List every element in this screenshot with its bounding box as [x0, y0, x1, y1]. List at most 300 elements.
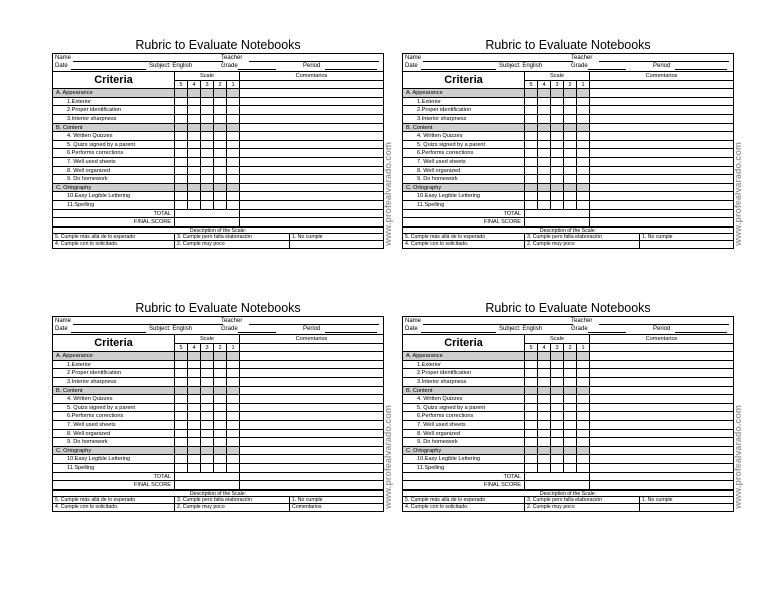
scale-cell[interactable]	[577, 464, 590, 473]
scale-cell[interactable]	[551, 464, 564, 473]
scale-cell[interactable]	[175, 167, 188, 176]
scale-cell[interactable]	[538, 455, 551, 464]
comments-cell[interactable]	[240, 473, 383, 482]
scale-cell[interactable]	[175, 98, 188, 107]
scale-cell[interactable]	[214, 132, 227, 141]
scale-cell[interactable]	[538, 395, 551, 404]
scale-cell[interactable]	[525, 141, 538, 150]
comments-cell[interactable]	[590, 464, 733, 473]
comments-cell[interactable]	[590, 378, 733, 387]
scale-cell[interactable]	[227, 158, 240, 167]
scale-cell[interactable]	[201, 167, 214, 176]
comments-cell[interactable]	[590, 455, 733, 464]
comments-cell[interactable]	[590, 438, 733, 447]
scale-cell[interactable]	[201, 378, 214, 387]
scale-cell[interactable]	[201, 455, 214, 464]
scale-cell[interactable]	[227, 201, 240, 210]
scale-cell[interactable]	[227, 430, 240, 439]
scale-cell[interactable]	[577, 455, 590, 464]
comments-cell[interactable]	[240, 455, 383, 464]
name-line[interactable]	[73, 61, 223, 62]
scale-cell[interactable]	[175, 149, 188, 158]
scale-cell[interactable]	[175, 369, 188, 378]
scale-cell[interactable]	[525, 438, 538, 447]
scale-cell[interactable]	[551, 167, 564, 176]
comments-cell[interactable]	[240, 404, 383, 413]
comments-cell[interactable]	[240, 106, 383, 115]
scale-cell[interactable]	[538, 167, 551, 176]
scale-cell[interactable]	[214, 412, 227, 421]
comments-cell[interactable]	[240, 98, 383, 107]
scale-cell[interactable]	[577, 141, 590, 150]
scale-cell[interactable]	[577, 421, 590, 430]
scale-cell[interactable]	[188, 361, 201, 370]
scale-cell[interactable]	[564, 378, 577, 387]
scale-cell[interactable]	[577, 378, 590, 387]
comments-cell[interactable]	[240, 481, 383, 490]
scale-cell[interactable]	[214, 378, 227, 387]
scale-cell[interactable]	[564, 430, 577, 439]
scale-cell[interactable]	[551, 175, 564, 184]
comments-cell[interactable]	[590, 404, 733, 413]
scale-cell[interactable]	[564, 106, 577, 115]
comments-cell[interactable]	[590, 447, 733, 456]
scale-cell[interactable]	[188, 369, 201, 378]
scale-cell[interactable]	[227, 421, 240, 430]
scale-cell[interactable]	[227, 438, 240, 447]
scale-cell[interactable]	[551, 378, 564, 387]
scale-cell[interactable]	[201, 361, 214, 370]
scale-cell[interactable]	[188, 464, 201, 473]
comments-cell[interactable]	[590, 361, 733, 370]
final-score-value[interactable]	[175, 218, 240, 227]
scale-cell[interactable]	[551, 412, 564, 421]
comments-cell[interactable]	[590, 175, 733, 184]
comments-cell[interactable]	[590, 395, 733, 404]
scale-cell[interactable]	[201, 201, 214, 210]
comments-cell[interactable]	[240, 430, 383, 439]
comments-cell[interactable]	[240, 344, 383, 353]
scale-cell[interactable]	[538, 192, 551, 201]
comments-cell[interactable]	[240, 201, 383, 210]
scale-cell[interactable]	[188, 141, 201, 150]
scale-cell[interactable]	[564, 201, 577, 210]
comments-cell[interactable]	[240, 89, 383, 98]
scale-cell[interactable]	[551, 132, 564, 141]
scale-cell[interactable]	[201, 158, 214, 167]
scale-cell[interactable]	[538, 175, 551, 184]
total-value[interactable]	[175, 210, 240, 219]
scale-cell[interactable]	[201, 149, 214, 158]
scale-cell[interactable]	[214, 430, 227, 439]
comments-cell[interactable]	[240, 438, 383, 447]
scale-cell[interactable]	[214, 106, 227, 115]
scale-cell[interactable]	[538, 106, 551, 115]
comments-cell[interactable]	[240, 352, 383, 361]
scale-cell[interactable]	[564, 395, 577, 404]
scale-cell[interactable]	[201, 115, 214, 124]
comments-cell[interactable]	[590, 115, 733, 124]
scale-cell[interactable]	[525, 430, 538, 439]
date-line[interactable]	[71, 69, 146, 70]
scale-cell[interactable]	[214, 192, 227, 201]
scale-cell[interactable]	[188, 192, 201, 201]
comments-cell[interactable]	[240, 210, 383, 219]
scale-cell[interactable]	[564, 404, 577, 413]
scale-cell[interactable]	[188, 455, 201, 464]
scale-cell[interactable]	[175, 132, 188, 141]
scale-cell[interactable]	[214, 158, 227, 167]
comments-cell[interactable]	[590, 89, 733, 98]
scale-cell[interactable]	[214, 455, 227, 464]
scale-cell[interactable]	[564, 421, 577, 430]
scale-cell[interactable]	[564, 158, 577, 167]
scale-cell[interactable]	[577, 192, 590, 201]
scale-cell[interactable]	[175, 361, 188, 370]
scale-cell[interactable]	[188, 158, 201, 167]
scale-cell[interactable]	[577, 115, 590, 124]
scale-cell[interactable]	[538, 98, 551, 107]
scale-cell[interactable]	[201, 412, 214, 421]
scale-cell[interactable]	[214, 175, 227, 184]
comments-cell[interactable]	[590, 352, 733, 361]
scale-cell[interactable]	[201, 464, 214, 473]
scale-cell[interactable]	[188, 421, 201, 430]
scale-cell[interactable]	[564, 455, 577, 464]
comments-cell[interactable]	[240, 369, 383, 378]
scale-cell[interactable]	[201, 421, 214, 430]
scale-cell[interactable]	[564, 115, 577, 124]
scale-cell[interactable]	[201, 98, 214, 107]
scale-cell[interactable]	[188, 132, 201, 141]
scale-cell[interactable]	[564, 149, 577, 158]
scale-cell[interactable]	[564, 464, 577, 473]
scale-cell[interactable]	[175, 395, 188, 404]
scale-cell[interactable]	[201, 395, 214, 404]
date-line[interactable]	[421, 332, 496, 333]
comments-cell[interactable]	[240, 115, 383, 124]
comments-cell[interactable]	[240, 192, 383, 201]
comments-cell[interactable]	[590, 473, 733, 482]
scale-cell[interactable]	[525, 378, 538, 387]
scale-cell[interactable]	[577, 158, 590, 167]
scale-cell[interactable]	[551, 438, 564, 447]
scale-cell[interactable]	[214, 361, 227, 370]
comments-cell[interactable]	[240, 218, 383, 227]
scale-cell[interactable]	[227, 412, 240, 421]
scale-cell[interactable]	[188, 167, 201, 176]
scale-cell[interactable]	[525, 369, 538, 378]
comments-cell[interactable]	[240, 167, 383, 176]
comments-cell[interactable]	[590, 132, 733, 141]
scale-cell[interactable]	[201, 430, 214, 439]
scale-cell[interactable]	[227, 369, 240, 378]
scale-cell[interactable]	[214, 201, 227, 210]
scale-cell[interactable]	[577, 404, 590, 413]
comments-cell[interactable]	[590, 106, 733, 115]
scale-cell[interactable]	[227, 464, 240, 473]
scale-cell[interactable]	[564, 412, 577, 421]
scale-cell[interactable]	[525, 158, 538, 167]
scale-cell[interactable]	[551, 404, 564, 413]
scale-cell[interactable]	[227, 115, 240, 124]
scale-cell[interactable]	[214, 167, 227, 176]
scale-cell[interactable]	[551, 361, 564, 370]
comments-cell[interactable]	[590, 412, 733, 421]
scale-cell[interactable]	[538, 115, 551, 124]
name-line[interactable]	[423, 324, 573, 325]
comments-cell[interactable]	[590, 387, 733, 396]
scale-cell[interactable]	[175, 464, 188, 473]
scale-cell[interactable]	[175, 412, 188, 421]
period-line[interactable]	[325, 69, 377, 70]
scale-cell[interactable]	[525, 106, 538, 115]
comments-cell[interactable]	[240, 395, 383, 404]
scale-cell[interactable]	[175, 404, 188, 413]
teacher-line[interactable]	[249, 61, 379, 62]
scale-cell[interactable]	[227, 361, 240, 370]
scale-cell[interactable]	[577, 361, 590, 370]
comments-cell[interactable]	[240, 378, 383, 387]
scale-cell[interactable]	[564, 192, 577, 201]
total-value[interactable]	[175, 473, 240, 482]
scale-cell[interactable]	[525, 404, 538, 413]
scale-cell[interactable]	[538, 438, 551, 447]
teacher-line[interactable]	[249, 324, 379, 325]
scale-cell[interactable]	[214, 115, 227, 124]
scale-cell[interactable]	[525, 464, 538, 473]
comments-cell[interactable]	[240, 149, 383, 158]
scale-cell[interactable]	[188, 201, 201, 210]
scale-cell[interactable]	[175, 115, 188, 124]
scale-cell[interactable]	[214, 141, 227, 150]
comments-cell[interactable]	[590, 218, 733, 227]
scale-cell[interactable]	[564, 141, 577, 150]
scale-cell[interactable]	[227, 141, 240, 150]
period-line[interactable]	[325, 332, 377, 333]
scale-cell[interactable]	[577, 395, 590, 404]
comments-cell[interactable]	[240, 158, 383, 167]
comments-cell[interactable]	[240, 412, 383, 421]
scale-cell[interactable]	[577, 430, 590, 439]
scale-cell[interactable]	[214, 464, 227, 473]
scale-cell[interactable]	[551, 149, 564, 158]
scale-cell[interactable]	[564, 369, 577, 378]
scale-cell[interactable]	[564, 167, 577, 176]
scale-cell[interactable]	[175, 201, 188, 210]
comments-cell[interactable]	[590, 141, 733, 150]
scale-cell[interactable]	[227, 378, 240, 387]
scale-cell[interactable]	[227, 167, 240, 176]
scale-cell[interactable]	[214, 404, 227, 413]
scale-cell[interactable]	[188, 378, 201, 387]
scale-cell[interactable]	[175, 158, 188, 167]
comments-cell[interactable]	[240, 421, 383, 430]
scale-cell[interactable]	[201, 175, 214, 184]
grade-line[interactable]	[238, 332, 276, 333]
scale-cell[interactable]	[201, 141, 214, 150]
scale-cell[interactable]	[201, 192, 214, 201]
comments-cell[interactable]	[240, 132, 383, 141]
scale-cell[interactable]	[538, 412, 551, 421]
scale-cell[interactable]	[525, 421, 538, 430]
comments-cell[interactable]	[590, 98, 733, 107]
comments-cell[interactable]	[240, 361, 383, 370]
scale-cell[interactable]	[551, 115, 564, 124]
period-line[interactable]	[675, 69, 727, 70]
scale-cell[interactable]	[538, 141, 551, 150]
scale-cell[interactable]	[201, 369, 214, 378]
scale-cell[interactable]	[551, 395, 564, 404]
scale-cell[interactable]	[551, 106, 564, 115]
scale-cell[interactable]	[525, 412, 538, 421]
scale-cell[interactable]	[227, 149, 240, 158]
scale-cell[interactable]	[525, 98, 538, 107]
scale-cell[interactable]	[175, 378, 188, 387]
scale-cell[interactable]	[188, 175, 201, 184]
scale-cell[interactable]	[188, 404, 201, 413]
scale-cell[interactable]	[538, 132, 551, 141]
comments-cell[interactable]	[240, 81, 383, 90]
scale-cell[interactable]	[577, 167, 590, 176]
scale-cell[interactable]	[577, 412, 590, 421]
scale-cell[interactable]	[538, 201, 551, 210]
comments-cell[interactable]	[590, 210, 733, 219]
comments-cell[interactable]	[240, 141, 383, 150]
scale-cell[interactable]	[214, 438, 227, 447]
grade-line[interactable]	[238, 69, 276, 70]
scale-cell[interactable]	[525, 455, 538, 464]
final-score-value[interactable]	[525, 481, 590, 490]
comments-cell[interactable]	[590, 192, 733, 201]
scale-cell[interactable]	[525, 361, 538, 370]
scale-cell[interactable]	[538, 430, 551, 439]
scale-cell[interactable]	[227, 106, 240, 115]
scale-cell[interactable]	[214, 369, 227, 378]
scale-cell[interactable]	[577, 132, 590, 141]
scale-cell[interactable]	[175, 438, 188, 447]
comments-cell[interactable]	[590, 158, 733, 167]
comments-cell[interactable]	[590, 124, 733, 133]
scale-cell[interactable]	[551, 430, 564, 439]
scale-cell[interactable]	[551, 421, 564, 430]
scale-cell[interactable]	[577, 106, 590, 115]
scale-cell[interactable]	[227, 98, 240, 107]
scale-cell[interactable]	[175, 106, 188, 115]
scale-cell[interactable]	[175, 192, 188, 201]
scale-cell[interactable]	[564, 438, 577, 447]
scale-cell[interactable]	[538, 158, 551, 167]
comments-cell[interactable]	[240, 184, 383, 193]
scale-cell[interactable]	[538, 404, 551, 413]
scale-cell[interactable]	[188, 98, 201, 107]
total-value[interactable]	[525, 473, 590, 482]
scale-cell[interactable]	[525, 149, 538, 158]
scale-cell[interactable]	[175, 141, 188, 150]
scale-cell[interactable]	[227, 404, 240, 413]
scale-cell[interactable]	[577, 438, 590, 447]
scale-cell[interactable]	[551, 158, 564, 167]
scale-cell[interactable]	[175, 175, 188, 184]
scale-cell[interactable]	[188, 106, 201, 115]
scale-cell[interactable]	[564, 175, 577, 184]
comments-cell[interactable]	[590, 149, 733, 158]
scale-cell[interactable]	[525, 132, 538, 141]
comments-cell[interactable]	[590, 201, 733, 210]
period-line[interactable]	[675, 332, 727, 333]
scale-cell[interactable]	[525, 395, 538, 404]
scale-cell[interactable]	[175, 455, 188, 464]
comments-cell[interactable]	[590, 167, 733, 176]
final-score-value[interactable]	[175, 481, 240, 490]
scale-cell[interactable]	[201, 132, 214, 141]
grade-line[interactable]	[588, 332, 626, 333]
scale-cell[interactable]	[538, 369, 551, 378]
teacher-line[interactable]	[599, 61, 729, 62]
scale-cell[interactable]	[577, 149, 590, 158]
comments-cell[interactable]	[590, 184, 733, 193]
scale-cell[interactable]	[227, 132, 240, 141]
scale-cell[interactable]	[188, 395, 201, 404]
name-line[interactable]	[423, 61, 573, 62]
comments-cell[interactable]	[590, 344, 733, 353]
scale-cell[interactable]	[214, 421, 227, 430]
scale-cell[interactable]	[525, 201, 538, 210]
scale-cell[interactable]	[525, 175, 538, 184]
scale-cell[interactable]	[525, 167, 538, 176]
scale-cell[interactable]	[538, 361, 551, 370]
date-line[interactable]	[421, 69, 496, 70]
scale-cell[interactable]	[175, 421, 188, 430]
scale-cell[interactable]	[551, 98, 564, 107]
scale-cell[interactable]	[227, 395, 240, 404]
scale-cell[interactable]	[227, 192, 240, 201]
name-line[interactable]	[73, 324, 223, 325]
total-value[interactable]	[525, 210, 590, 219]
scale-cell[interactable]	[227, 455, 240, 464]
teacher-line[interactable]	[599, 324, 729, 325]
scale-cell[interactable]	[577, 98, 590, 107]
scale-cell[interactable]	[214, 395, 227, 404]
comments-cell[interactable]	[590, 481, 733, 490]
scale-cell[interactable]	[564, 98, 577, 107]
scale-cell[interactable]	[525, 115, 538, 124]
scale-cell[interactable]	[188, 115, 201, 124]
scale-cell[interactable]	[564, 361, 577, 370]
scale-cell[interactable]	[538, 149, 551, 158]
scale-cell[interactable]	[201, 404, 214, 413]
scale-cell[interactable]	[227, 175, 240, 184]
scale-cell[interactable]	[551, 141, 564, 150]
scale-cell[interactable]	[201, 438, 214, 447]
scale-cell[interactable]	[201, 106, 214, 115]
scale-cell[interactable]	[188, 430, 201, 439]
scale-cell[interactable]	[564, 132, 577, 141]
scale-cell[interactable]	[577, 369, 590, 378]
scale-cell[interactable]	[551, 369, 564, 378]
scale-cell[interactable]	[188, 438, 201, 447]
final-score-value[interactable]	[525, 218, 590, 227]
comments-cell[interactable]	[590, 430, 733, 439]
grade-line[interactable]	[588, 69, 626, 70]
scale-cell[interactable]	[188, 149, 201, 158]
scale-cell[interactable]	[551, 192, 564, 201]
scale-cell[interactable]	[551, 201, 564, 210]
comments-cell[interactable]	[590, 81, 733, 90]
scale-cell[interactable]	[551, 455, 564, 464]
scale-cell[interactable]	[577, 201, 590, 210]
scale-cell[interactable]	[175, 430, 188, 439]
